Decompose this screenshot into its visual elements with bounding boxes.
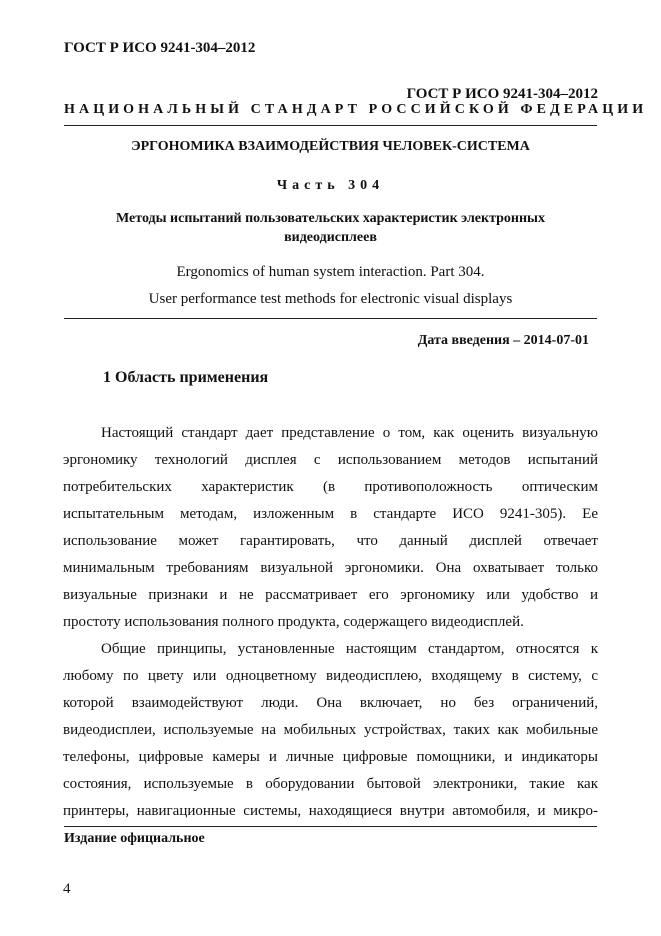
text-line: принтеры, навигационные системы, находящиеся внутри автомобиля, и микро- (63, 803, 598, 819)
section-heading: 1 Область применения (103, 369, 269, 386)
text-line: Настоящий стандарт дает представление о том, как оценить визуальную (101, 425, 598, 441)
text-line: эргономику технологий дисплея с использованием методов испытаний (63, 452, 598, 468)
standard-code: ГОСТ Р ИСО 9241-304–2012 (406, 86, 598, 102)
subtitle-line: Методы испытаний пользовательских характеристик электронных (116, 211, 545, 226)
footer-rule (64, 826, 597, 827)
document-title: ЭРГОНОМИКА ВЗАИМОДЕЙСТВИЯ ЧЕЛОВЕК-СИСТЕМА (131, 139, 530, 154)
running-head: ГОСТ Р ИСО 9241-304–2012 (64, 40, 256, 56)
date-of-introduction: Дата введения – 2014-07-01 (417, 333, 589, 348)
national-standard-banner: НАЦИОНАЛЬНЫЙ СТАНДАРТ РОССИЙСКОЙ ФЕДЕРАЦИИ (64, 102, 648, 117)
page-number: 4 (63, 881, 71, 897)
text-line: испытательным методам, изложенным в стандарте ИСО 9241-305). Ее (63, 506, 598, 522)
text-line: любому по цвету или одноцветному видеодисплею, входящему в систему, с (63, 668, 598, 684)
text-line: телефоны, цифровые камеры и личные цифровые помощники, и индикаторы (63, 749, 598, 765)
title-rule (64, 318, 597, 319)
text-line: минимальным требованиям визуальной эргономики. Она охватывает только (63, 560, 598, 576)
part-label: Часть 304 (276, 178, 385, 193)
text-line: Общие принципы, установленные настоящим стандартом, относятся к (101, 641, 598, 657)
text-line: простоту использования полного продукта, содержащего видеодисплей. (63, 614, 524, 630)
text-line: потребительских характеристик (в противоположность оптическим (63, 479, 598, 495)
paragraph-2 (63, 636, 598, 825)
text-line: визуальные признаки и не рассматривает его эргономику или удобство и (63, 587, 598, 603)
subtitle-line: видеодисплеев (284, 230, 377, 245)
text-line: видеодисплеи, используемые на мобильных устройствах, таких как мобильные (63, 722, 598, 738)
header-rule (64, 125, 597, 126)
text-line: состояния, используемые в оборудовании бытовой электроники, такие как (63, 776, 598, 792)
english-title-line: Ergonomics of human system interaction. Part 304. (176, 264, 485, 280)
text-line: использование может гарантировать, что данный дисплей отвечает (63, 533, 598, 549)
english-title-line: User performance test methods for electronic visual displays (148, 291, 513, 307)
paragraph-1 (63, 420, 598, 636)
official-edition-label: Издание официальное (64, 831, 205, 846)
document-subtitle (80, 209, 581, 247)
text-line: которой взаимодействуют люди. Она включает, но без ограничений, (63, 695, 598, 711)
